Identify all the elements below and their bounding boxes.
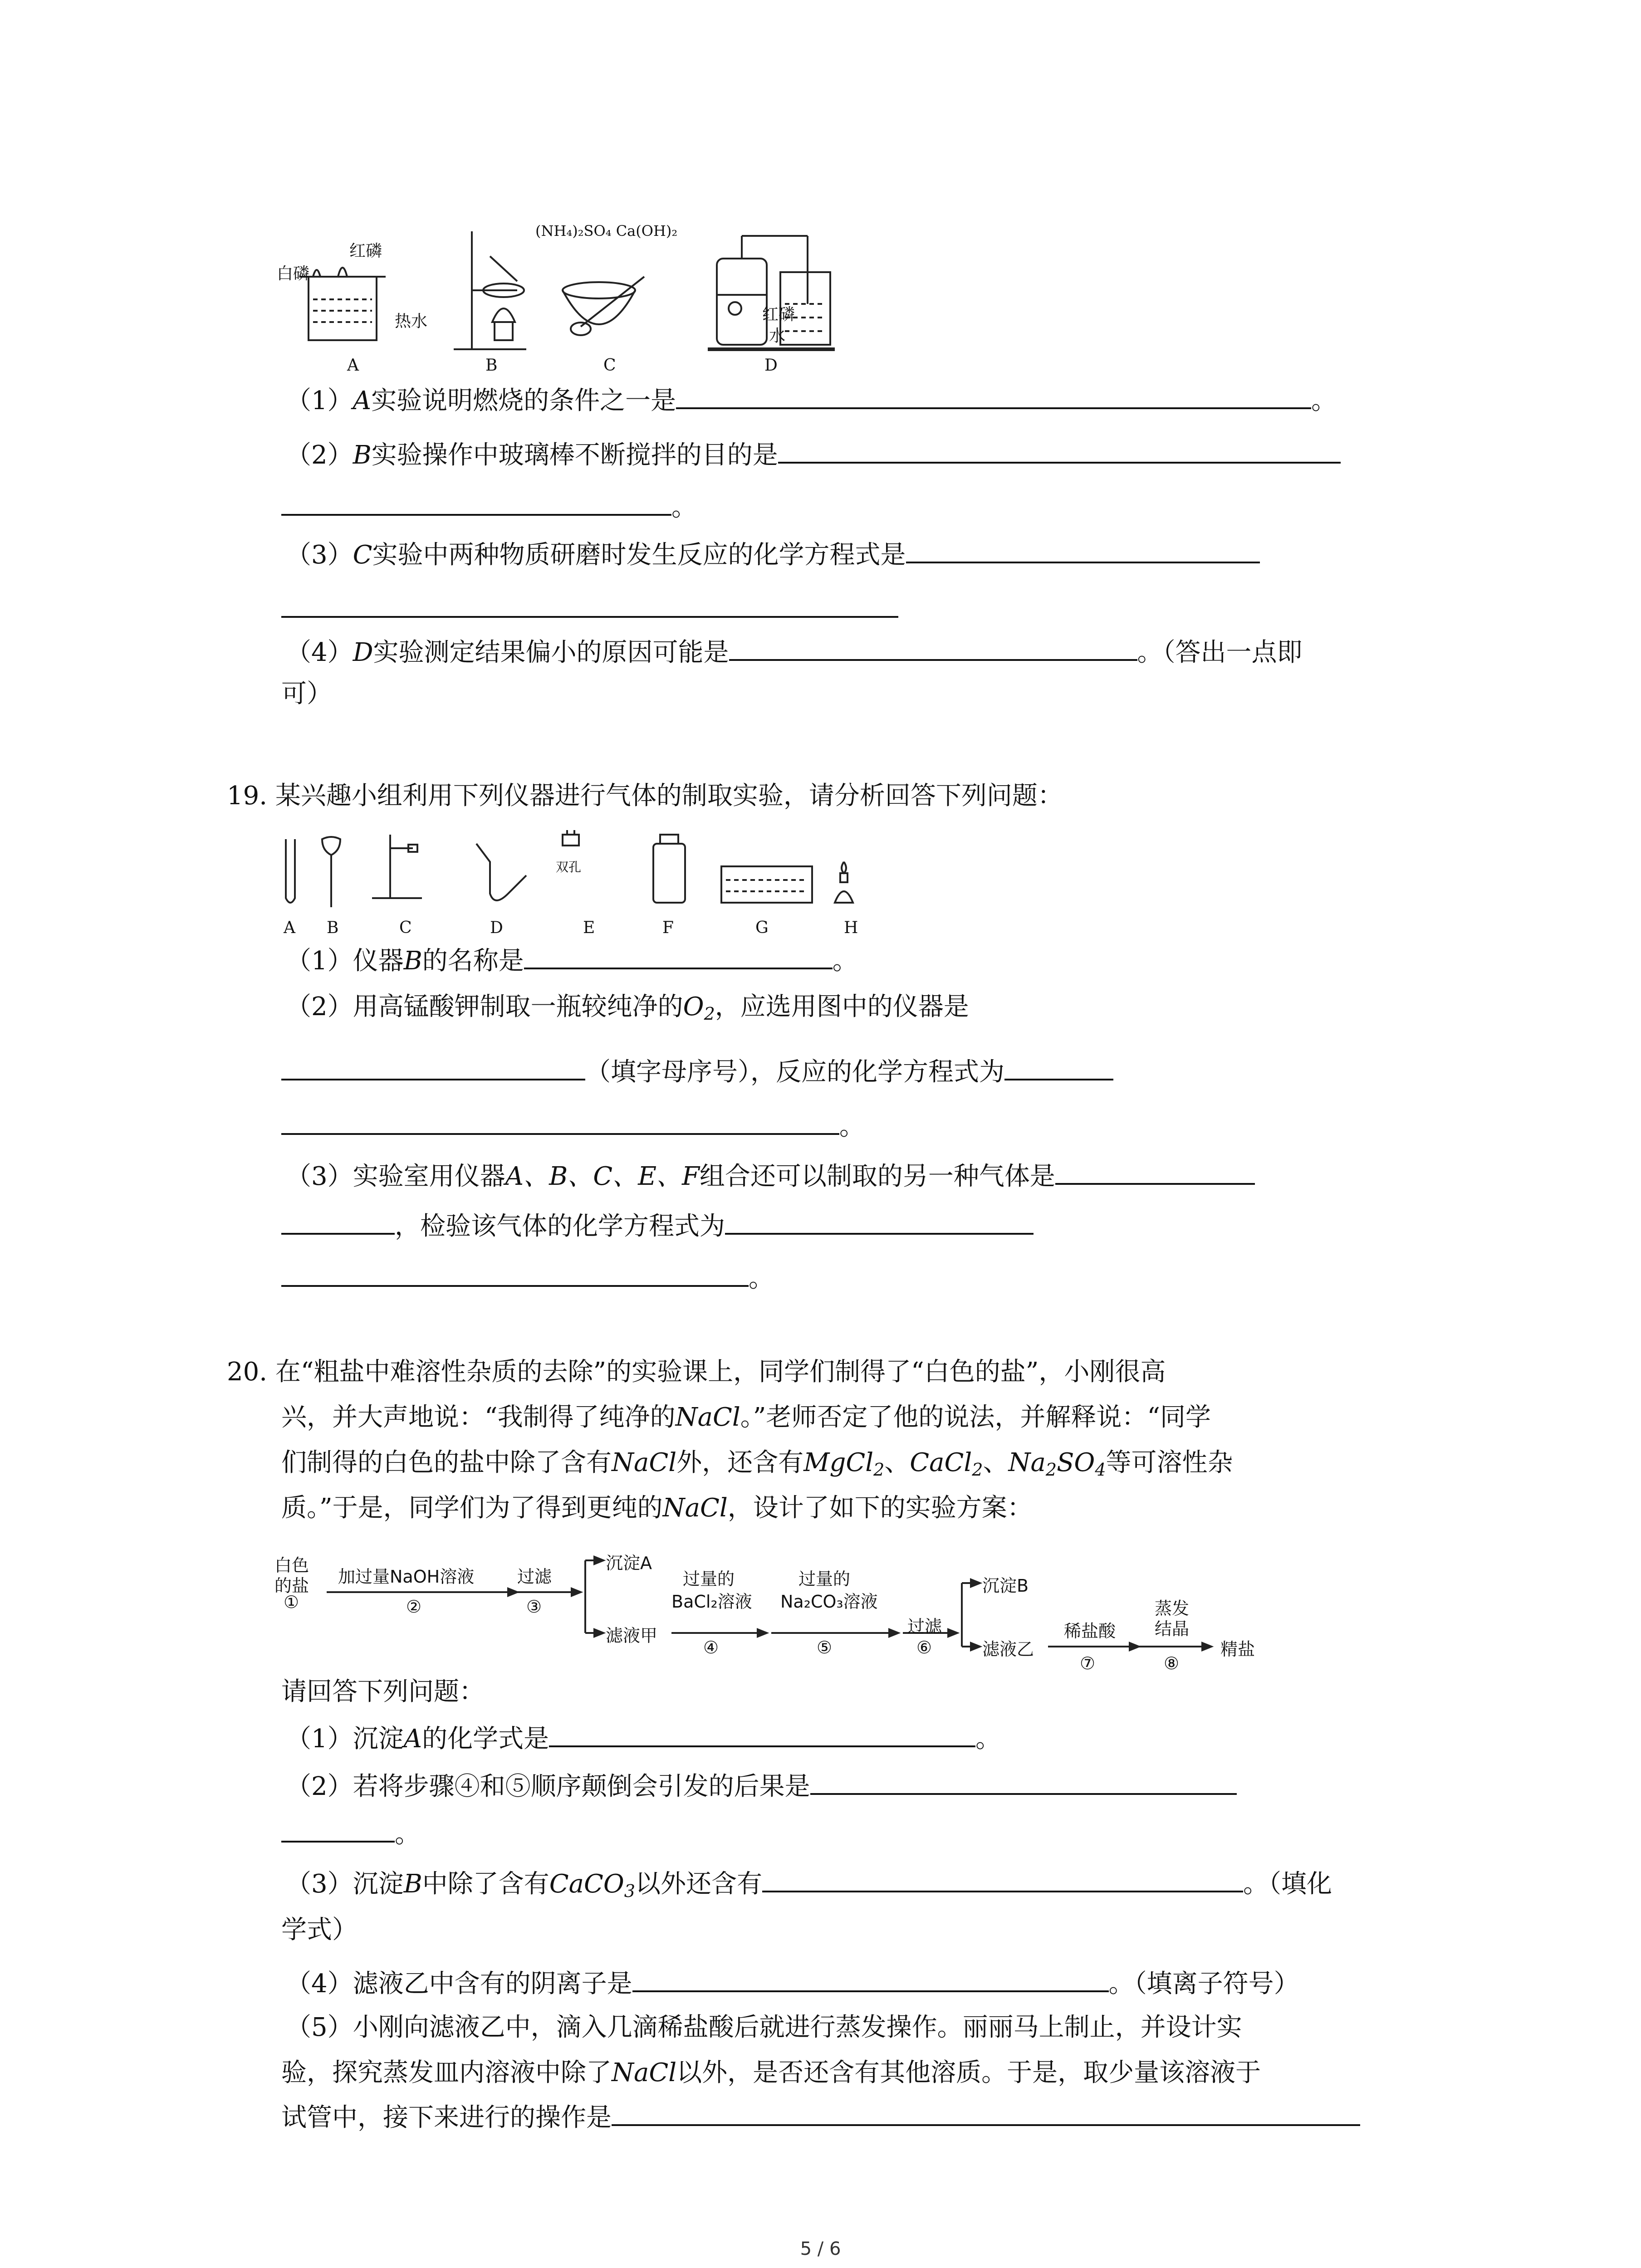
flow-step-hcl: 稀盐酸: [1064, 1621, 1116, 1641]
answer-blank[interactable]: [281, 590, 898, 618]
q20-part5-line2: 验，探究蒸发皿内溶液中除了NaCl以外，是否还含有其他溶质。于是，取少量该溶液于: [281, 2058, 1261, 2087]
answer-blank[interactable]: [524, 941, 833, 969]
answer-blank[interactable]: [725, 1207, 1034, 1235]
fig2-letter-f: F: [662, 919, 674, 937]
flow-circle-1: ①: [284, 1592, 299, 1612]
answer-blank[interactable]: [778, 435, 1341, 464]
flow-circle-7: ⑦: [1080, 1653, 1096, 1673]
q20-part2-cont: 。: [281, 1814, 420, 1853]
flow-step-bacl2-b: BaCl₂溶液: [671, 1592, 752, 1612]
q18-part3: （3）C实验中两种物质研磨时发生反应的化学方程式是: [286, 535, 1260, 573]
answer-blank[interactable]: [632, 1964, 1109, 1992]
q18-part4: （4）D实验测定结果偏小的原因可能是 。（答出一点即: [286, 633, 1303, 671]
answer-blank[interactable]: [1004, 1052, 1113, 1080]
page-number: 5 / 6: [800, 2239, 841, 2259]
q19-stem: 19. 某兴趣小组利用下列仪器进行气体的制取实验，请分析回答下列问题：: [227, 781, 1063, 811]
flow-step-naoh: 加过量NaOH溶液: [338, 1567, 475, 1587]
q18-part1: （1）A实验说明燃烧的条件之一是 。: [286, 381, 1337, 419]
label-water: 水: [769, 327, 786, 345]
answer-blank[interactable]: [612, 2098, 1360, 2126]
answer-blank[interactable]: [762, 1864, 1243, 1892]
q20-stem-line3: 们制得的白色的盐中除了含有NaCl外，还含有MgCl$_2$、CaCl$_2$、$Na_2SO_4$等可溶性杂: [281, 1448, 1233, 1480]
flow-circle-2: ②: [406, 1597, 422, 1617]
answer-blank[interactable]: [676, 381, 1311, 409]
answer-blank[interactable]: [281, 1107, 839, 1135]
fig2-letter-g: G: [755, 919, 769, 937]
flow-step-na2co3-b: Na₂CO₃溶液: [780, 1592, 878, 1612]
flow-step-evaporate: 蒸发: [1155, 1598, 1190, 1618]
answer-blank[interactable]: [810, 1767, 1237, 1795]
label-reagents: (NH₄)₂SO₄ Ca(OH)₂: [535, 222, 678, 240]
flow-circle-4: ④: [703, 1637, 719, 1657]
flow-precipitate-b: 沉淀B: [982, 1576, 1029, 1596]
q20-ask: 请回答下列问题：: [281, 1677, 485, 1706]
q20-part3-cont: 学式）: [281, 1915, 358, 1945]
flow-refined-salt: 精盐: [1220, 1639, 1255, 1659]
answer-blank[interactable]: [729, 633, 1137, 661]
fig2-letter-e: E: [583, 919, 595, 937]
fig2-letter-a: A: [284, 919, 295, 937]
flow-step-filter2: 过滤: [907, 1617, 942, 1637]
q19-part2-cont: （填字母序号），反应的化学方程式为: [281, 1052, 1113, 1090]
q18-part3-cont: [281, 590, 898, 628]
flow-start-line2: 的盐: [274, 1576, 309, 1596]
label-double-hole: 双孔: [556, 860, 582, 875]
q18-part4-cont: 可）: [281, 679, 332, 709]
fig2-letter-h: H: [844, 919, 858, 937]
q19-part3-cont2: 。: [281, 1259, 774, 1297]
answer-blank[interactable]: [281, 1052, 585, 1080]
fig1-letter-d: D: [764, 356, 778, 375]
flow-start-line1: 白色: [274, 1555, 309, 1575]
answer-blank[interactable]: [281, 1814, 395, 1843]
flow-filtrate-yi: 滤液乙: [982, 1639, 1034, 1659]
flow-step-crystallize: 结晶: [1155, 1619, 1190, 1639]
label-hot-water: 热水: [395, 312, 428, 331]
q19-part3: （3）实验室用仪器A、B、C、E、F组合还可以制取的另一种气体是: [286, 1157, 1255, 1195]
q20-part3: （3）沉淀B中除了含有CaCO$_3$以外还含有 。（填化: [286, 1864, 1332, 1909]
fig2-letter-b: B: [327, 919, 339, 937]
q20-stem-line4: 质。”于是，同学们为了得到更纯的NaCl，设计了如下的实验方案：: [281, 1493, 1033, 1523]
fig1-letter-b: B: [485, 356, 498, 375]
fig2-letter-c: C: [399, 919, 412, 937]
fig1-letter-a: A: [347, 356, 359, 375]
flow-precipitate-a: 沉淀A: [606, 1553, 652, 1573]
answer-blank[interactable]: [906, 535, 1260, 563]
flow-step-bacl2-a: 过量的: [683, 1569, 735, 1589]
q20-part4: （4）滤液乙中含有的阴离子是 。（填离子符号）: [286, 1964, 1299, 2002]
label-red-phosphorus-a: 红磷: [349, 242, 382, 260]
q18-part2: （2）B实验操作中玻璃棒不断搅拌的目的是: [286, 435, 1341, 474]
answer-blank[interactable]: [281, 1207, 395, 1235]
flow-circle-6: ⑥: [916, 1637, 932, 1657]
flow-step-filter1: 过滤: [517, 1567, 552, 1587]
answer-blank[interactable]: [281, 1259, 749, 1287]
q20-part5-line1: （5）小刚向滤液乙中，滴入几滴稀盐酸后就进行蒸发操作。丽丽马上制止，并设计实: [286, 2013, 1242, 2042]
q19-part2-cont2: 。: [281, 1107, 865, 1145]
flow-circle-3: ③: [526, 1597, 542, 1617]
label-white-phosphorus: 白磷: [277, 264, 310, 283]
flow-circle-8: ⑧: [1164, 1653, 1180, 1673]
flow-circle-5: ⑤: [817, 1637, 833, 1657]
q20-part1: （1）沉淀A的化学式是 。: [286, 1719, 1001, 1757]
fig2-letter-d: D: [490, 919, 503, 937]
q20-stem-line2: 兴，并大声地说：“我制得了纯净的NaCl。”老师否定了他的说法，并解释说：“同学: [281, 1403, 1211, 1432]
q20-part5-line3: 试管中，接下来进行的操作是: [281, 2098, 1360, 2136]
q19-part1: （1）仪器B的名称是 。: [286, 941, 858, 979]
q20-stem-line1: 20. 在“粗盐中难溶性杂质的去除”的实验课上，同学们制得了“白色的盐”，小刚很高: [227, 1357, 1166, 1387]
label-red-phosphorus-d: 红磷: [762, 305, 795, 324]
flow-step-na2co3-a: 过量的: [798, 1569, 851, 1589]
q20-part2: （2）若将步骤④和⑤顺序颠倒会引发的后果是: [286, 1767, 1237, 1805]
flow-filtrate-jia: 滤液甲: [606, 1626, 658, 1646]
q19-part2: （2）用高锰酸钾制取一瓶较纯净的$O_2$，应选用图中的仪器是: [286, 992, 969, 1024]
answer-blank[interactable]: [549, 1719, 975, 1747]
fig1-letter-c: C: [603, 356, 616, 375]
answer-blank[interactable]: [1055, 1157, 1255, 1185]
q18-part2-cont: 。: [281, 488, 697, 526]
answer-blank[interactable]: [281, 488, 671, 516]
instruments-figure: [272, 830, 898, 912]
q19-part3-cont: ，检验该气体的化学方程式为: [281, 1207, 1034, 1245]
